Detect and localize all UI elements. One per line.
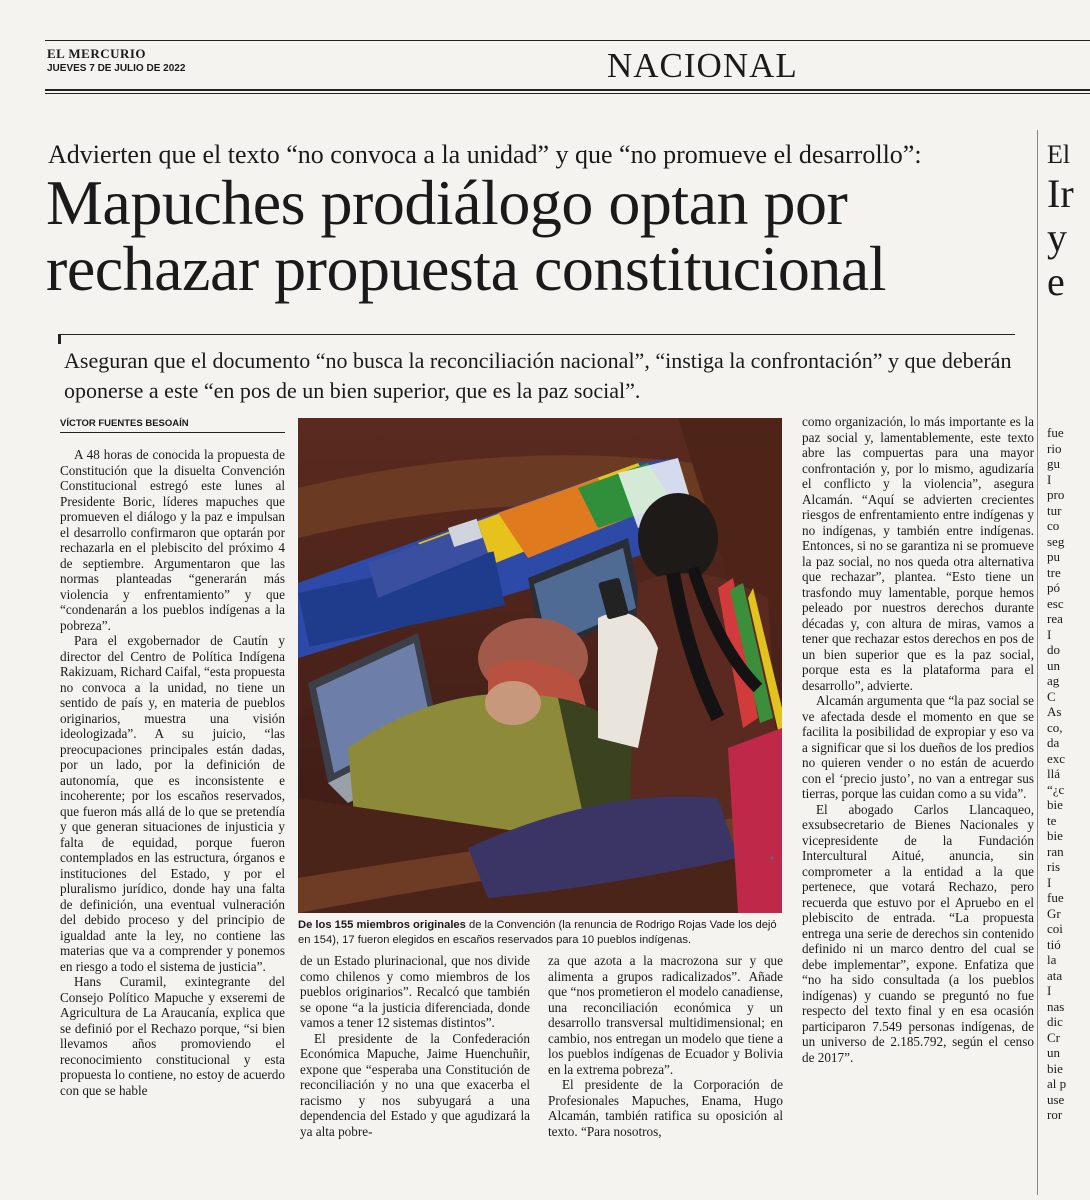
next-article-line: C — [1047, 688, 1056, 704]
next-article-line: tió — [1047, 936, 1061, 952]
next-article-line: bie — [1047, 797, 1063, 812]
next-article-line: As — [1047, 704, 1062, 719]
next-article-line: seg — [1047, 533, 1065, 549]
next-headline-char: Ir — [1047, 171, 1074, 216]
caption-lead: De los 155 miembros originales — [298, 919, 466, 931]
next-article-line: bie — [1047, 1060, 1063, 1076]
next-article-line: un — [1047, 1045, 1060, 1060]
masthead-rule — [45, 89, 1090, 91]
next-article-line: al p — [1047, 1076, 1067, 1091]
next-article-line: ran — [1047, 843, 1064, 859]
next-article-line: I — [1047, 983, 1052, 998]
next-article-line: dic — [1047, 1014, 1063, 1029]
paragraph: Alcamán argumenta que “la paz social se ve afectada desde el momento en que se facilita la posibilidad de expropiar y eso va a significar que si los dueños de los predios no quieren vender o no están de acuerdo con el ‘precio justo’, no van a entregar sus tierras, porque las cuidan como a su vida”. — [802, 693, 1034, 801]
next-article-line: tre — [1047, 564, 1061, 580]
next-article-line: nas — [1047, 998, 1065, 1014]
article-column-2 — [300, 953, 530, 1191]
article-column-3 — [548, 953, 783, 1191]
next-article-line: “¿c — [1047, 781, 1065, 797]
caption-text: de la Convención (la renuncia de Rodrigo Rojas Vade los dejó en 154), 17 fueron elegidos en escaños reservados para 10 pueblos indígenas. — [298, 919, 777, 946]
photo-credit-mark: ■ — [767, 856, 774, 860]
next-article-line: esc — [1047, 595, 1064, 611]
article-headline — [46, 167, 886, 304]
next-headline-char: y — [1047, 215, 1067, 260]
article-kicker: Advierten que el texto “no convoca a la unidad” y que “no promueve el desarrollo”: — [48, 140, 922, 169]
next-article-line: co — [1047, 518, 1060, 533]
next-article-line: Gr — [1047, 905, 1061, 921]
next-article-line: ag — [1047, 673, 1060, 688]
next-article-line: I — [1047, 874, 1052, 890]
next-article-line: do — [1047, 642, 1060, 657]
masthead-rule-thin — [45, 93, 1090, 94]
next-article-headline-big — [1047, 172, 1074, 304]
next-article-line: pro — [1047, 487, 1065, 502]
next-article-line: use — [1047, 1091, 1065, 1107]
newspaper-name: EL MERCURIO — [47, 46, 147, 61]
next-article-line: ata — [1047, 967, 1063, 983]
issue-date: JUEVES 7 DE JULIO DE 2022 — [47, 63, 186, 74]
subhead-rule-top — [58, 334, 1015, 335]
paragraph: Hans Curamil, exintegrante del Consejo Político Mapuche y exseremi de Agricultura de La Araucanía, explica que se definió por el Rechazo porque, “si bien llevamos años promoviendo el reconocimiento constitucional y esta propuesta lo contiene, no estoy de acuerdo con que se hable — [60, 974, 285, 1098]
next-article-line: fue — [1047, 425, 1064, 440]
paragraph: El presidente de la Confederación Económica Mapuche, Jaime Huenchuñir, expone que “esperaba una Constitución de reconciliación y no una que exacerba el racismo y nos subyugará a una dependencia del Estado y que agudizará la ya alta pobre- — [300, 1030, 530, 1139]
byline-rule — [60, 432, 285, 433]
next-article-fragment — [1043, 0, 1090, 1200]
next-article-line: pu — [1047, 549, 1060, 564]
next-article-line: tur — [1047, 502, 1062, 518]
next-article-line: un — [1047, 657, 1060, 673]
next-article-line: ris — [1047, 859, 1060, 874]
subhead-marker — [58, 334, 61, 344]
section-title: NACIONAL — [607, 46, 798, 85]
next-article-line: Cr — [1047, 1029, 1060, 1045]
next-article-line: llá — [1047, 766, 1060, 781]
headline-line-2: rechazar propuesta constitucional — [46, 233, 886, 304]
next-article-text — [1047, 425, 1066, 1123]
next-article-line: exc — [1047, 750, 1066, 766]
next-article-line: pó — [1047, 580, 1060, 595]
next-article-line: I — [1047, 626, 1052, 642]
article-photo — [298, 418, 782, 913]
next-headline-char: e — [1047, 259, 1065, 304]
paragraph: A 48 horas de conocida la propuesta de Constitución que la disuelta Convención Constitucional estregó este lunes al Presidente Boric, líderes mapuches que promueven el diálogo y la paz e impulsan el desarrollo confirmaron que optarán por rechazarla en el plebiscito del próximo 4 de septiembre. Argumentaron que las normas planteadas “generarán más violencia y enfrentamiento” y que “condenarán a los pueblos indígenas a la pobreza”. — [60, 447, 285, 633]
next-article-line: ror — [1047, 1107, 1063, 1122]
article-column-4 — [802, 414, 1034, 1192]
paragraph: El abogado Carlos Llancaqueo, exsubsecretario de Bienes Nacionales y vicepresidente de la Fundación Intercultural Aitué, anuncia, sin comprometer a la entidad a la que pertenece, que votará Rechazo, pero recuerda que estuvo por el Apruebo en el plebiscito de entrada. “La propuesta entrega una serie de derechos sin contenido definido ni un marco dentro del cual se debe implementar”, expone. Enfatiza que “no ha sido consultada (a los pueblos indígenas) y cuando se preguntó no fue respecto del texto final y en esa ocasión participaron 7.549 personas indígenas, de un universo de 2.185.792, según el censo de 2017”. — [802, 801, 1034, 1065]
paragraph: como organización, lo más importante es la paz social y, lamentablemente, este texto abre las compuertas para una mayor confrontación y, por lo mismo, agudizaría el conflicto y la violencia”, asegura Alcamán. “Aquí se advierten crecientes riesgos de enfrentamiento entre indígenas y no indígenas, y también entre indígenas. Entonces, si no se garantiza ni se promueve la paz social, no nos queda otra alternativa que rechazar”, plantea. “Esto tiene un trasfondo muy lamentable, porque hemos peleado por nuestros derechos durante décadas y, con altura de miras, vamos a tener que rechazar estos derechos en pos de un bien superior que es la paz social, porque esta es la plataforma para el desarrollo”, advierte. — [802, 414, 1034, 693]
next-article-line: da — [1047, 735, 1060, 750]
paragraph: de un Estado plurinacional, que nos divide como chilenos y como miembros de los pueblos originarios”. Recalcó que también se opone “a la justicia diferenciada, donde vamos a tener 12 sistemas distintos”. — [300, 953, 530, 1030]
next-article-headline — [1047, 140, 1070, 170]
next-article-line: la — [1047, 952, 1057, 967]
paragraph: El presidente de la Corporación de Profesionales Mapuches, Enama, Hugo Alcamán, también ratifica su oposición al texto. “Para nosotros, — [548, 1077, 783, 1139]
article-subhead: Aseguran que el documento “no busca la reconciliación nacional”, “instiga la confrontación” y que deberán oponerse a este “en pos de un bien superior, que es la paz social”. — [64, 348, 1012, 403]
article-column-1 — [60, 447, 285, 1192]
next-article-line: I — [1047, 471, 1052, 487]
next-article-line: coi — [1047, 921, 1063, 936]
next-headline-char: El — [1047, 140, 1071, 169]
byline: VÍCTOR FUENTES BESOAÍN — [60, 418, 189, 429]
next-article-line: gu — [1047, 456, 1060, 471]
next-article-line: co, — [1047, 719, 1063, 735]
column-divider — [1037, 130, 1038, 1195]
paragraph: Para el exgobernador de Cautín y director del Centro de Política Indígena Rakizuam, Richard Caifal, “esta propuesta no convoca a la unidad, no tiene un sentido de país y, en materia de pueblos originarios, muestra una visión ideologizada”. A su juicio, “las preocupaciones principales están dadas, por un lado, por la definición de autonomía, que es inconsistente e incoherente; por los escaños reservados, que fueron más allá de lo que se pretendía y que generan situaciones de injusticia y falta de equidad, porque fueron contemplados en las estructura, órganos e instituciones del Estado, y por el pluralismo jurídico, donde hay una falta de definición, una eventual vulneración del debido proceso y del principio de igualdad ante la ley, no contiene las materias que va a comprender y ponemos en riesgo a todo el sistema de justicia”. — [60, 633, 285, 974]
paragraph: za que azota a la macrozona sur y que alimenta a grupos radicalizados”. Añade que “nos prometieron el modelo canadiense, una reconciliación económica y un desarrollo transversal multidimensional; en cambio, nos entregan un modelo que tiene a los pueblos indígenas de Ecuador y Bolivia en la extrema pobreza”. — [548, 953, 783, 1077]
next-article-line: bie — [1047, 828, 1063, 843]
photo-caption — [298, 918, 784, 947]
convention-photo-illustration — [298, 418, 782, 913]
headline-line-1: Mapuches prodiálogo optan por — [46, 167, 848, 238]
next-article-line: rio — [1047, 440, 1062, 456]
top-rule — [45, 40, 1090, 41]
next-article-line: te — [1047, 812, 1057, 828]
next-article-line: rea — [1047, 611, 1063, 626]
next-article-line: fue — [1047, 890, 1064, 905]
